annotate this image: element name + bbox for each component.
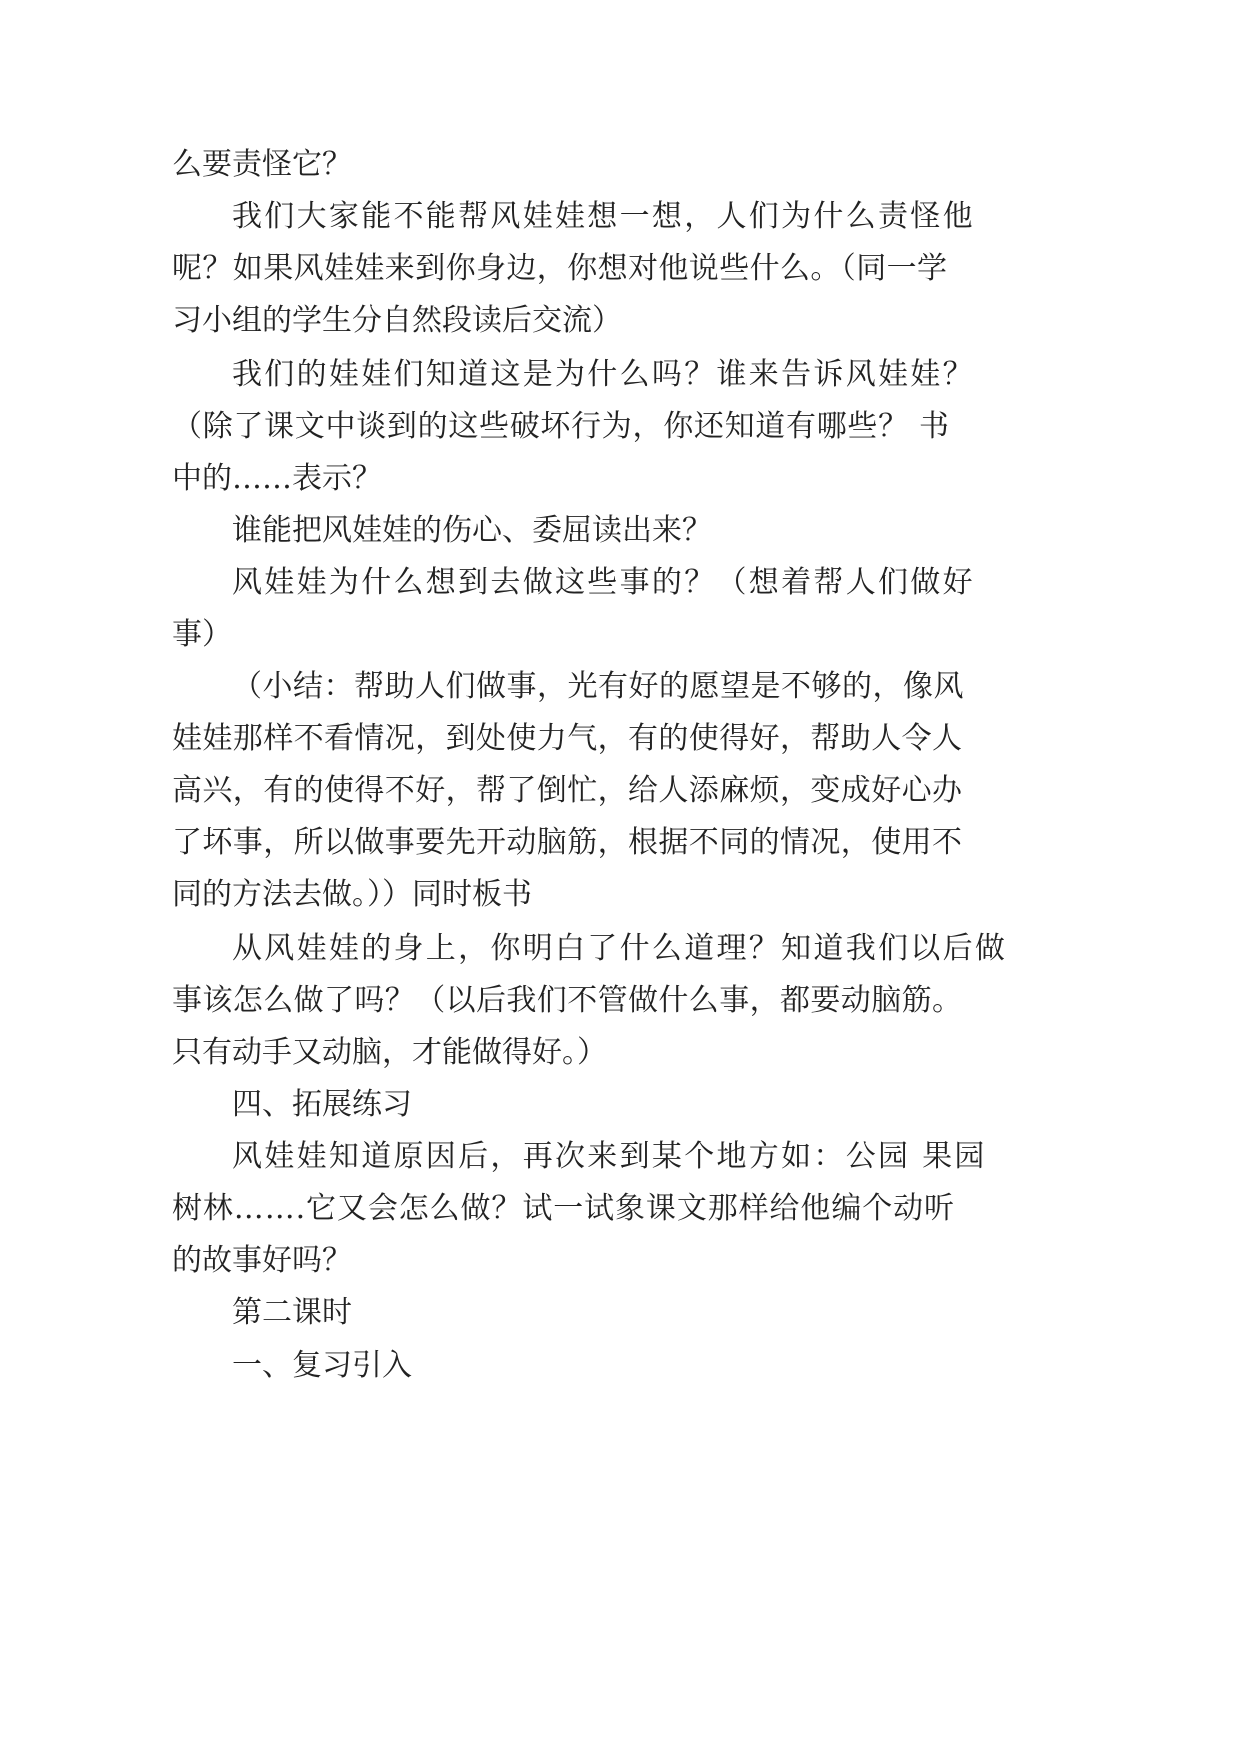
text-line: 事） xyxy=(172,617,232,652)
text-line: 风娃娃为什么想到去做这些事的？（想着帮人们做好 xyxy=(232,565,975,600)
text-line: 高兴，有的使得不好，帮了倒忙，给人添麻烦，变成好心办 xyxy=(172,773,963,808)
text-line: （小结：帮助人们做事，光有好的愿望是不够的，像风 xyxy=(232,669,964,704)
text-line: 的故事好吗？ xyxy=(172,1243,352,1278)
text-line: 么要责怪它？ xyxy=(172,147,352,182)
text-line: 一、复习引入 xyxy=(232,1348,412,1383)
text-line: 四、拓展练习 xyxy=(232,1087,412,1122)
text-line: 第二课时 xyxy=(232,1295,352,1330)
text-line: 谁能把风娃娃的伤心、委屈读出来？ xyxy=(232,513,712,548)
text-line: 风娃娃知道原因后，再次来到某个地方如：公园 果园 xyxy=(232,1139,987,1174)
text-line: 了坏事，所以做事要先开动脑筋，根据不同的情况，使用不 xyxy=(172,825,963,860)
text-line: 事该怎么做了吗？（以后我们不管做什么事，都要动脑筋。 xyxy=(172,983,963,1018)
text-line: 我们大家能不能帮风娃娃想一想，人们为什么责怪他 xyxy=(232,199,975,234)
text-line: 从风娃娃的身上，你明白了什么道理？知道我们以后做 xyxy=(232,931,1008,966)
text-line: 树林…….它又会怎么做？试一试象课文那样给他编个动听 xyxy=(172,1191,955,1226)
text-line: 同的方法去做。））同时板书 xyxy=(172,877,532,912)
text-line: 我们的娃娃们知道这是为什么吗？谁来告诉风娃娃？ xyxy=(232,357,975,392)
text-line: 呢？如果风娃娃来到你身边，你想对他说些什么。（同一学 xyxy=(172,251,948,286)
text-line: （除了课文中谈到的这些破坏行为，你还知道有哪些？ 书 xyxy=(172,409,950,444)
text-line: 娃娃那样不看情况，到处使力气，有的使得好，帮助人令人 xyxy=(172,721,963,756)
text-line: 习小组的学生分自然段读后交流） xyxy=(172,303,622,338)
text-line: 中的……表示？ xyxy=(172,461,382,496)
text-line: 只有动手又动脑，才能做得好。） xyxy=(172,1035,607,1070)
